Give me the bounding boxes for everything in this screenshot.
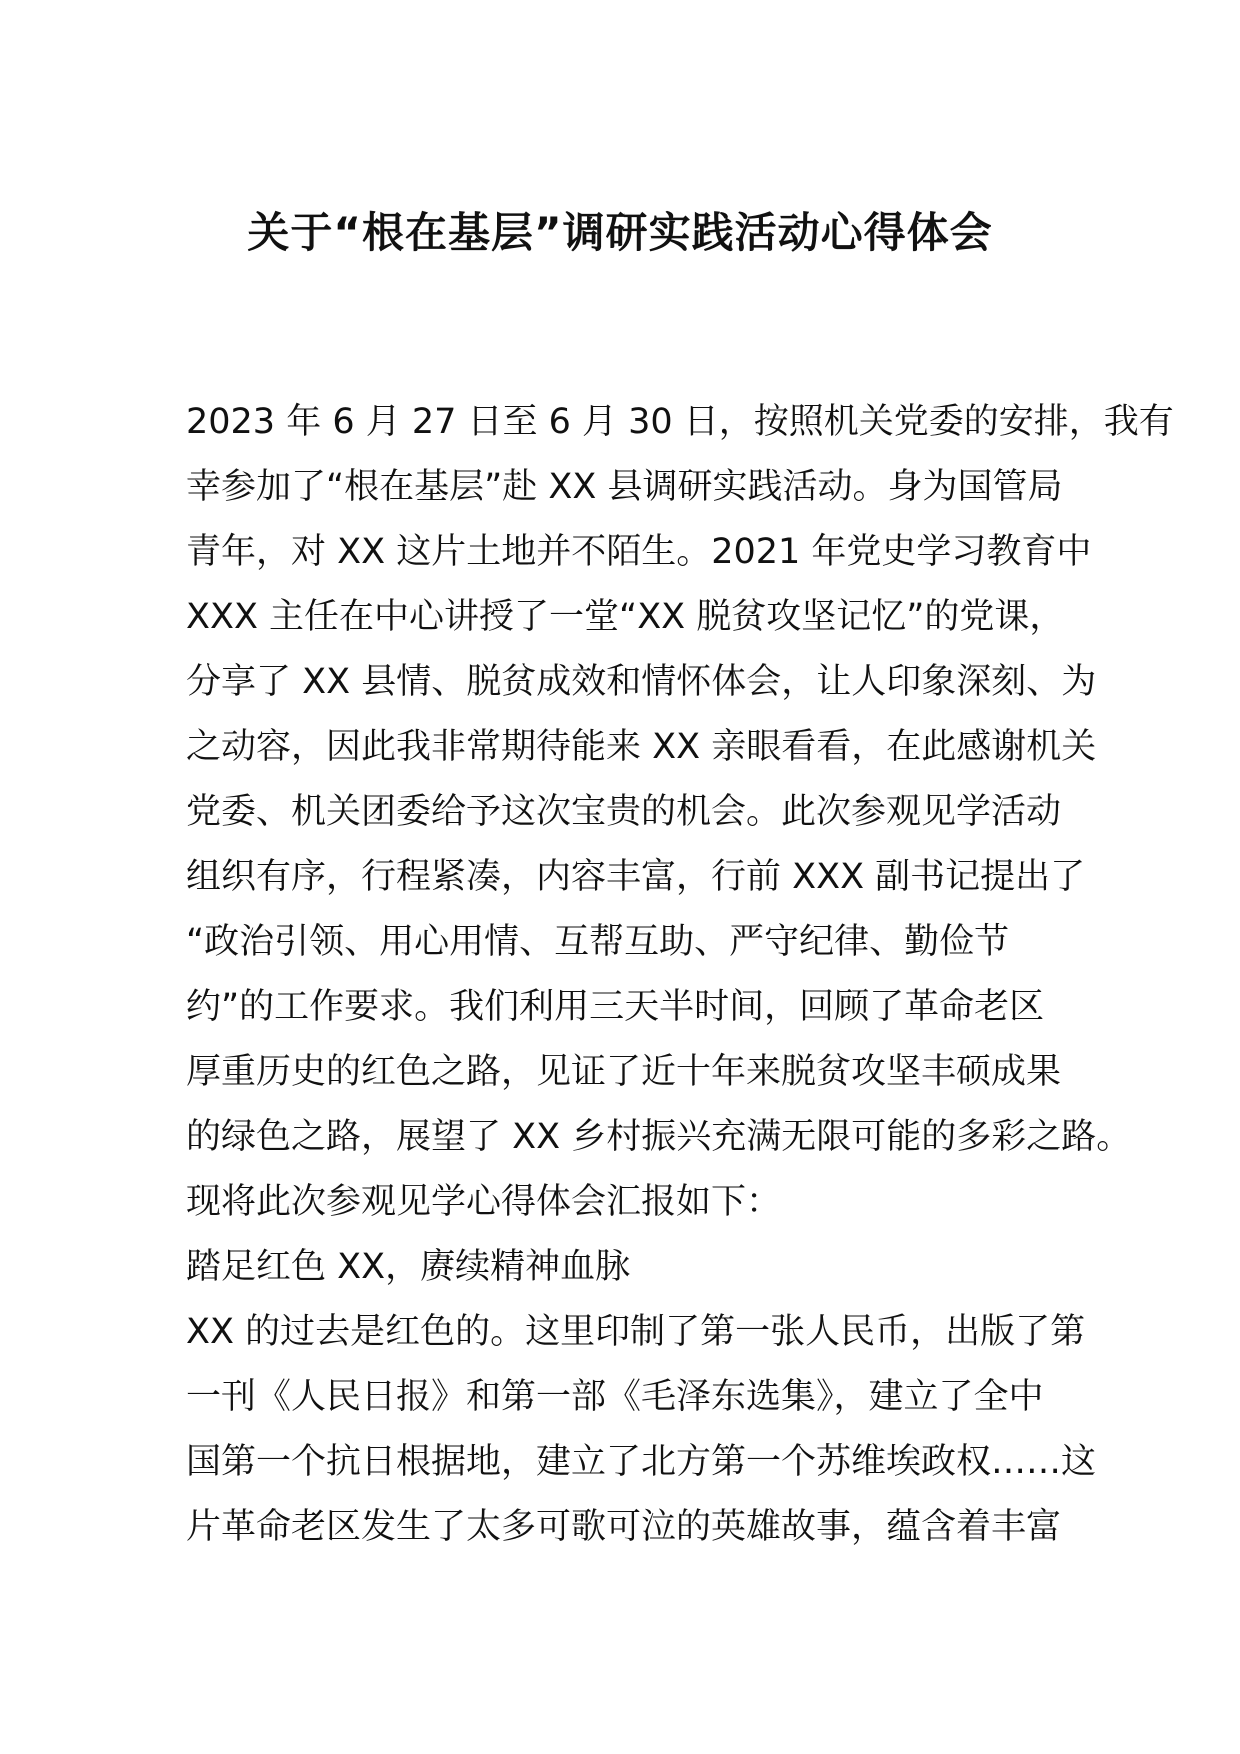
body-line: 青年，对 XX 这片土地并不陌生。2021 年党史学习教育中 (186, 532, 1092, 572)
body-line: 片革命老区发生了太多可歌可泣的英雄故事，蕴含着丰富 (186, 1507, 1062, 1547)
body-line: 的绿色之路，展望了 XX 乡村振兴充满无限可能的多彩之路。 (186, 1117, 1132, 1157)
body-line: 约”的工作要求。我们利用三天半时间，回顾了革命老区 (186, 987, 1045, 1027)
body-line: 现将此次参观见学心得体会汇报如下： (186, 1182, 782, 1222)
body-line: 幸参加了“根在基层”赴 XX 县调研实践活动。身为国管局 (186, 467, 1063, 507)
body-line: 一刊《人民日报》和第一部《毛泽东选集》，建立了全中 (186, 1377, 1044, 1417)
body-line: 组织有序，行程紧凑，内容丰富，行前 XXX 副书记提出了 (186, 857, 1086, 897)
section-heading: 踏足红色 XX，赓续精神血脉 (186, 1247, 631, 1287)
body-line: XXX 主任在中心讲授了一堂“XX 脱贫攻坚记忆”的党课， (186, 597, 1065, 637)
body-line: 国第一个抗日根据地，建立了北方第一个苏维埃政权……这 (186, 1442, 1097, 1482)
body-line: 厚重历史的红色之路，见证了近十年来脱贫攻坚丰硕成果 (186, 1052, 1062, 1092)
body-line: 党委、机关团委给予这次宝贵的机会。此次参观见学活动 (186, 792, 1062, 832)
document-title: 关于“根在基层”调研实践活动心得体会 (247, 208, 993, 257)
body-line: 分享了 XX 县情、脱贫成效和情怀体会，让人印象深刻、为 (186, 662, 1097, 702)
body-line: 之动容，因此我非常期待能来 XX 亲眼看看，在此感谢机关 (186, 727, 1097, 767)
body-line: XX 的过去是红色的。这里印制了第一张人民币，出版了第 (186, 1312, 1086, 1352)
body-line: 2023 年 6 月 27 日至 6 月 30 日，按照机关党委的安排，我有 (186, 402, 1174, 442)
body-line: “政治引领、用心用情、互帮互助、严守纪律、勤俭节 (186, 922, 1010, 962)
document-body (186, 390, 1174, 1560)
